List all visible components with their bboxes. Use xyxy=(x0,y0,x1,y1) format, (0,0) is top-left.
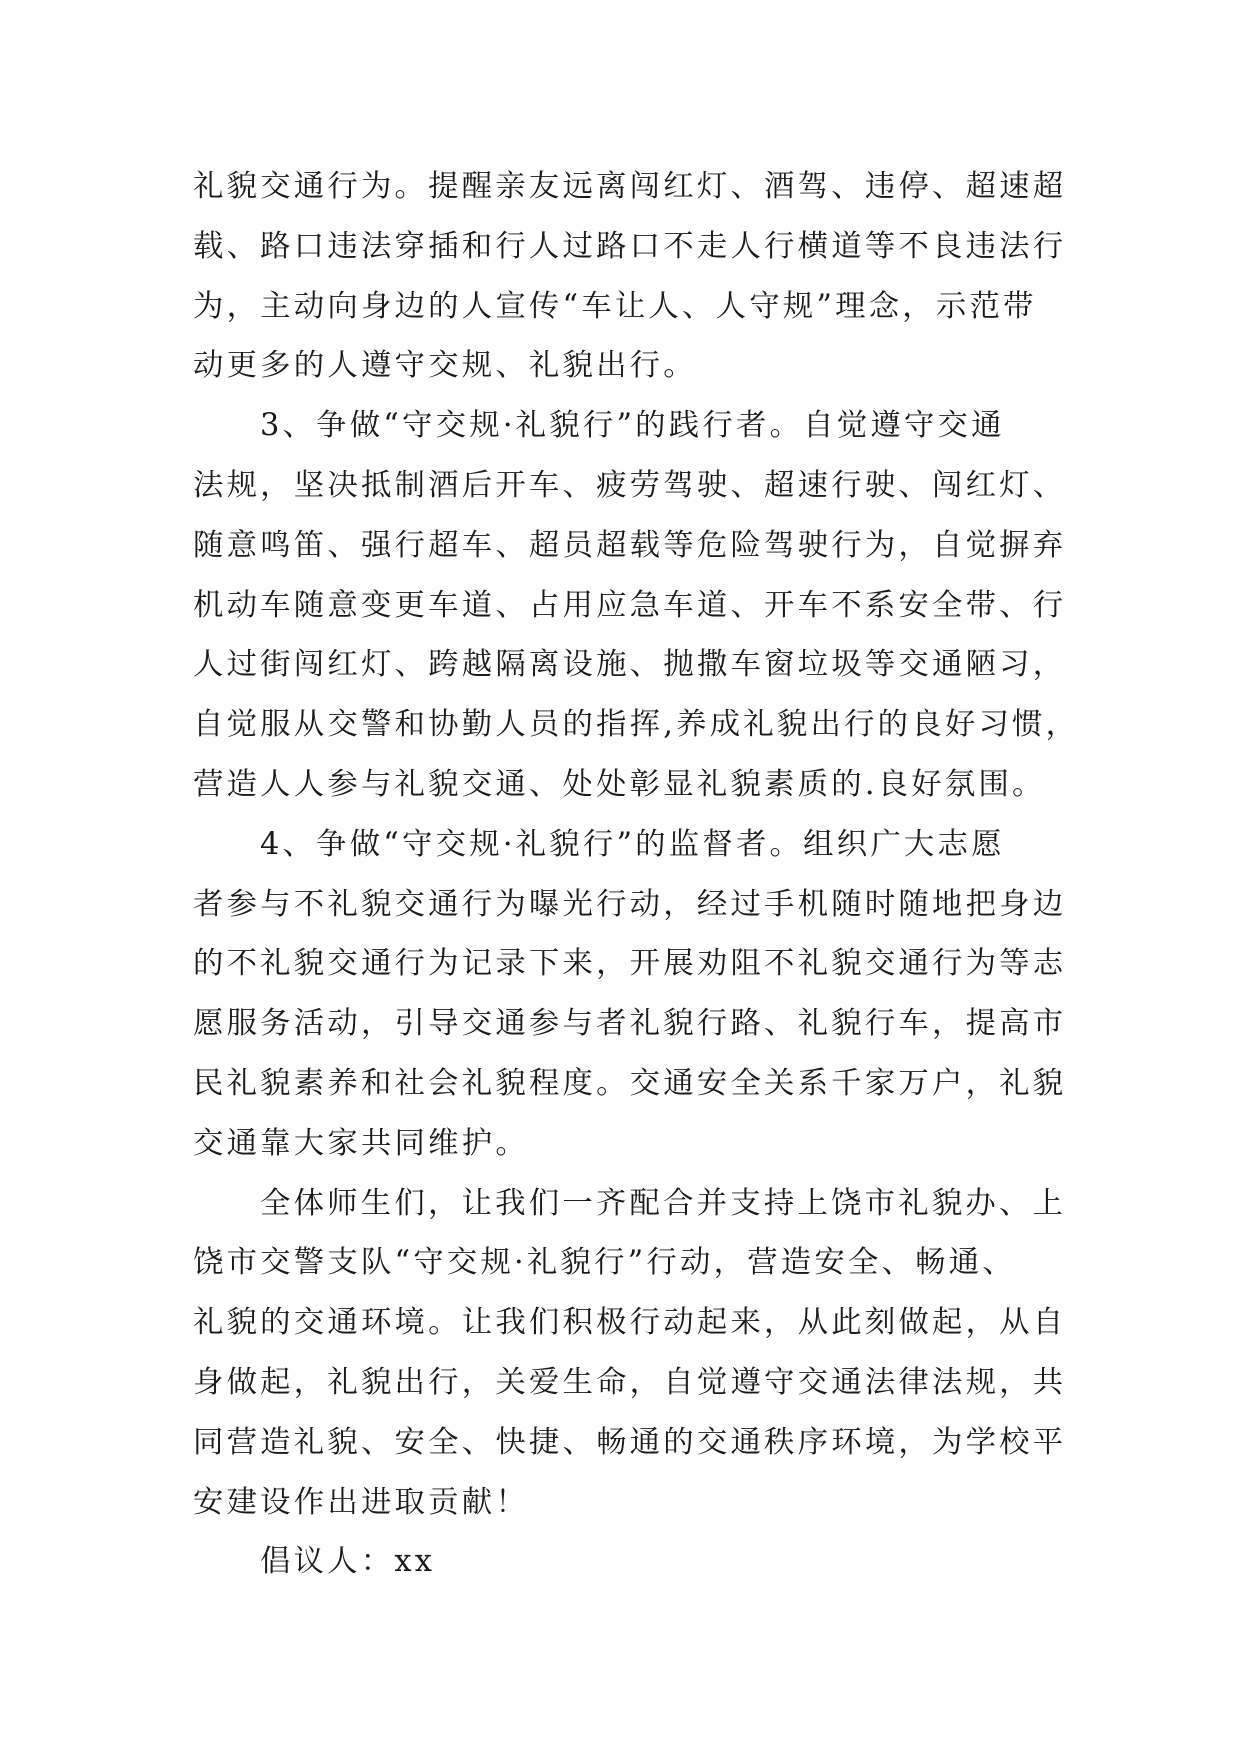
text-line: 礼貌的交通环境。让我们积极行动起来，从此刻做起，从自 xyxy=(193,1305,1067,1341)
text-line: 礼貌交通行为。提醒亲友远离闯红灯、酒驾、违停、超速超 xyxy=(193,169,1067,204)
text-line: 随意鸣笛、强行超车、超员超载等危险驾驶行为，自觉摒弃 xyxy=(193,527,1067,563)
text-line: 同营造礼貌、安全、快捷、畅通的交通秩序环境，为学校平 xyxy=(193,1424,1067,1460)
text-line: 机动车随意变更车道、占用应急车道、开车不系安全带、行 xyxy=(193,587,1067,623)
text-line: 交通靠大家共同维护。 xyxy=(193,1125,529,1161)
signature-line: 倡议人：xx xyxy=(260,1544,436,1580)
text-line: 为，主动向身边的人宣传“车让人、人守规”理念，示范带 xyxy=(193,288,1037,324)
text-line: 人过街闯红灯、跨越隔离设施、抛撒车窗垃圾等交通陋习， xyxy=(193,647,1067,683)
text-line: 自觉服从交警和协勤人员的指挥,养成礼貌出行的良好习惯， xyxy=(193,707,1080,743)
paragraph-start-line: 4、争做“守交规·礼貌行”的监督者。组织广大志愿 xyxy=(260,826,1005,862)
text-line: 载、路口违法穿插和行人过路口不走人行横道等不良违法行 xyxy=(193,228,1067,264)
text-line: 身做起，礼貌出行，关爱生命，自觉遵守交通法律法规，共 xyxy=(193,1364,1067,1400)
text-line: 动更多的人遵守交规、礼貌出行。 xyxy=(193,348,697,384)
paragraph-start-line: 3、争做“守交规·礼貌行”的践行者。自觉遵守交通 xyxy=(260,408,1005,444)
text-line: 愿服务活动，引导交通参与者礼貌行路、礼貌行车，提高市 xyxy=(193,1006,1067,1042)
document-body xyxy=(193,157,1080,1592)
text-line: 饶市交警支队“守交规·礼貌行”行动，营造安全、畅通、 xyxy=(193,1245,1016,1281)
text-line: 的不礼貌交通行为记录下来，开展劝阻不礼貌交通行为等志 xyxy=(193,946,1067,982)
text-line: 营造人人参与礼貌交通、处处彰显礼貌素质的.良好氛围。 xyxy=(193,766,1046,802)
text-line: 法规，坚决抵制酒后开车、疲劳驾驶、超速行驶、闯红灯、 xyxy=(193,467,1067,503)
text-line: 民礼貌素养和社会礼貌程度。交通安全关系千家万户，礼貌 xyxy=(193,1065,1067,1101)
paragraph-start-line: 全体师生们，让我们一齐配合并支持上饶市礼貌办、上 xyxy=(260,1185,1067,1221)
text-line: 者参与不礼貌交通行为曝光行动，经过手机随时随地把身边 xyxy=(193,886,1067,922)
text-line: 安建设作出进取贡献！ xyxy=(193,1484,529,1520)
